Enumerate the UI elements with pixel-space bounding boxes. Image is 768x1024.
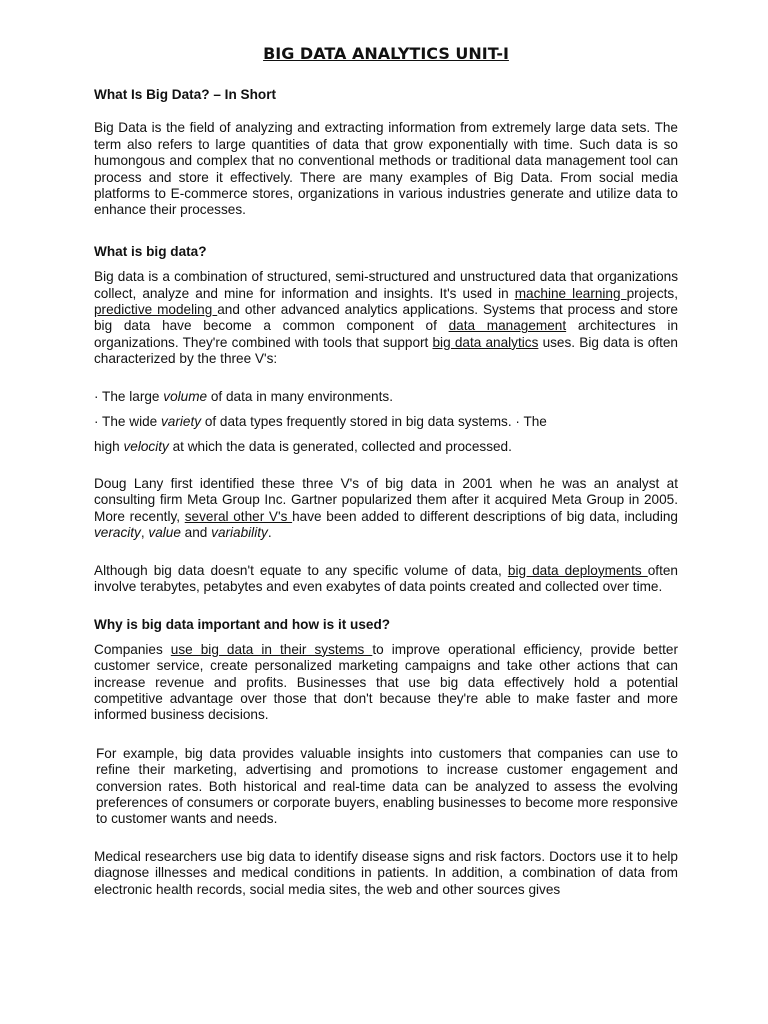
emphasis-veracity: veracity xyxy=(94,525,141,541)
text-run: · The wide xyxy=(94,414,161,430)
text-run: · The large xyxy=(94,388,164,404)
paragraph-big-data-intro: Big Data is the field of analyzing and extracting information from extremely large data sets. The term also refers to large quantities of data that grow exponentially with time. Such data is so humongous and complex that no conventional methods or traditional data management tool can process and store it effectively. There are many examples of Big Data. From social media platforms to E-commerce stores, organizations in various industries generate and utilize data to enhance their processes. xyxy=(94,120,678,218)
text-run: Big data is a combination of structured, semi-structured and unstructured data that organizations collect, analyze and mine for information and insights. It's used in xyxy=(94,269,678,301)
paragraph-medical-researchers: Medical researchers use big data to identify disease signs and risk factors. Doctors use it to help diagnose illnesses and medical conditions in patients. In addition, a combination of data from electronic health records, social media sites, the web and other sources gives xyxy=(94,848,678,897)
section-heading-what-is-big-data: What is big data? xyxy=(94,243,207,259)
paragraph-companies-use xyxy=(94,642,678,724)
emphasis-variability: variability xyxy=(211,525,268,541)
text-run: at which the data is generated, collected and processed. xyxy=(168,438,512,454)
link-data-management[interactable]: data management xyxy=(448,318,567,334)
text-run: . xyxy=(267,525,272,541)
text-run: and xyxy=(180,525,212,541)
text-run: often involve terabytes, petabytes and even exabytes of data points created and collected over time. xyxy=(94,562,678,594)
text-run: and other advanced analytics applications. Systems that process and store big data have become a common component of xyxy=(94,302,678,334)
link-predictive-modeling[interactable]: predictive modeling xyxy=(94,302,218,318)
document-title: BIG DATA ANALYTICS UNIT-I xyxy=(263,44,509,63)
section-heading-why-important: Why is big data important and how is it used? xyxy=(94,617,391,633)
paragraph-big-data-definition xyxy=(94,269,678,367)
text-run: Companies xyxy=(94,641,171,657)
bullet-variety xyxy=(94,414,678,430)
text-run: of data types frequently stored in big data systems. · The xyxy=(201,414,547,430)
text-run: Although big data doesn't equate to any specific volume of data, xyxy=(94,562,508,578)
paragraph-for-example: For example, big data provides valuable insights into customers that companies can use to refine their marketing, advertising and promotions to increase customer engagement and conversion rates. Both historical and real-time data can be analyzed to assess the evolving preferences of consumers or corporate buyers, enabling businesses to become more responsive to customer wants and needs. xyxy=(96,745,678,827)
link-big-data-analytics[interactable]: big data analytics xyxy=(432,334,539,350)
paragraph-data-volume xyxy=(94,563,678,596)
text-run: Doug Lany first identified these three V's of big data in 2001 when he was an analyst at consulting firm Meta Group Inc. Gartner popularized them after it acquired Meta Group in 2005. More recently, xyxy=(94,475,678,524)
bullet-volume xyxy=(94,389,678,405)
text-run: uses. Big data is often characterized by the three V's: xyxy=(94,334,678,367)
link-several-other-vs[interactable]: several other V's xyxy=(184,508,293,524)
link-big-data-deployments[interactable]: big data deployments xyxy=(507,562,648,578)
text-run: , xyxy=(140,525,149,541)
link-use-big-data-in-systems[interactable]: use big data in their systems xyxy=(170,641,373,657)
text-run: projects, xyxy=(626,285,678,301)
text-run: architectures in organizations. They're combined with tools that support xyxy=(94,318,679,350)
bullet-velocity xyxy=(94,439,678,455)
text-run: have been added to different descriptions of big data, including xyxy=(292,508,678,524)
text-run: high xyxy=(94,438,124,454)
emphasis-velocity: velocity xyxy=(123,438,169,454)
emphasis-value: value xyxy=(148,525,181,541)
link-machine-learning[interactable]: machine learning xyxy=(514,285,627,301)
text-run: of data in many environments. xyxy=(207,388,393,404)
text-run: to improve operational efficiency, provide better customer service, create personalized marketing campaigns and take other actions that can increase revenue and profits. Businesses that use big data effectively hold a potential competitive advantage over those that don't because they're able to make faster and more informed business decisions. xyxy=(94,641,678,723)
section-heading-what-is-big-data-short: What Is Big Data? – In Short xyxy=(94,87,277,102)
emphasis-volume: volume xyxy=(163,388,208,404)
emphasis-variety: variety xyxy=(161,414,202,430)
paragraph-doug-lany xyxy=(94,476,678,542)
